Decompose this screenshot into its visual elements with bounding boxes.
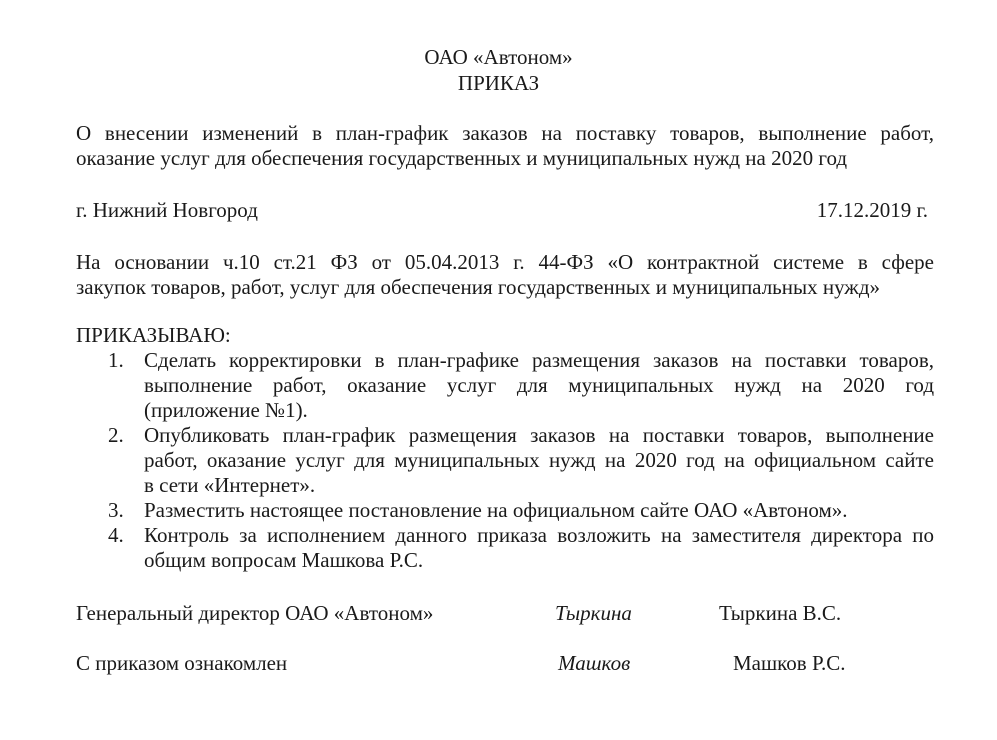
item-line: Разместить настоящее постановление на официальном сайте ОАО «Автоном».: [144, 498, 848, 522]
basis-line: На основании ч.10 ст.21 ФЗ от 05.04.2013 г. 44-ФЗ «О контрактной системе в сфере: [76, 250, 934, 274]
subject-line: О внесении изменений в план-график заказов на поставку товаров, выполнение работ,: [76, 121, 934, 145]
item-line: Опубликовать план-график размещения заказов на поставки товаров, выполнение: [144, 423, 934, 447]
item-line: общим вопросам Машкова Р.С.: [144, 548, 424, 572]
subject-line: оказание услуг для обеспечения государственных и муниципальных нужд на 2020 год: [76, 146, 848, 170]
legal-basis: [76, 250, 934, 300]
item-line: Контроль за исполнением данного приказа возложить на заместителя директора по: [144, 523, 934, 547]
order-subject: [76, 121, 934, 171]
order-word: ПРИКАЗЫВАЮ:: [76, 323, 231, 347]
acknowledged-title: С приказом ознакомлен: [76, 651, 288, 675]
director-signature: Тыркина: [555, 601, 632, 625]
order-items-list: [76, 348, 934, 573]
item-line: работ, оказание услуг для муниципальных нужд на 2020 год на официальном сайте: [144, 448, 934, 472]
item-number: 1.: [108, 348, 124, 372]
organization-name: ОАО «Автоном»: [424, 45, 573, 69]
item-line: Сделать корректировки в план-графике размещения заказов на поставки товаров,: [144, 348, 934, 372]
item-line: (приложение №1).: [144, 398, 308, 422]
place-date-row: [76, 198, 928, 223]
list-item: [76, 523, 934, 573]
city: г. Нижний Новгород: [76, 198, 258, 222]
item-number: 4.: [108, 523, 124, 547]
item-line: в сети «Интернет».: [144, 473, 316, 497]
item-line: выполнение работ, оказание услуг для муниципальных нужд на 2020 год: [144, 373, 934, 397]
list-item: [76, 348, 934, 423]
director-title: Генеральный директор ОАО «Автоном»: [76, 601, 434, 625]
list-item: [76, 423, 934, 498]
list-item: [76, 498, 934, 523]
order-date: 17.12.2019 г.: [816, 198, 928, 222]
document-type: ПРИКАЗ: [457, 71, 540, 95]
director-name: Тыркина В.С.: [719, 601, 842, 625]
basis-line: закупок товаров, работ, услуг для обеспечения государственных и муниципальных нужд»: [76, 275, 880, 299]
item-number: 3.: [108, 498, 124, 522]
item-number: 2.: [108, 423, 124, 447]
acknowledged-signature: Машков: [558, 651, 631, 675]
acknowledged-name: Машков Р.С.: [733, 651, 846, 675]
